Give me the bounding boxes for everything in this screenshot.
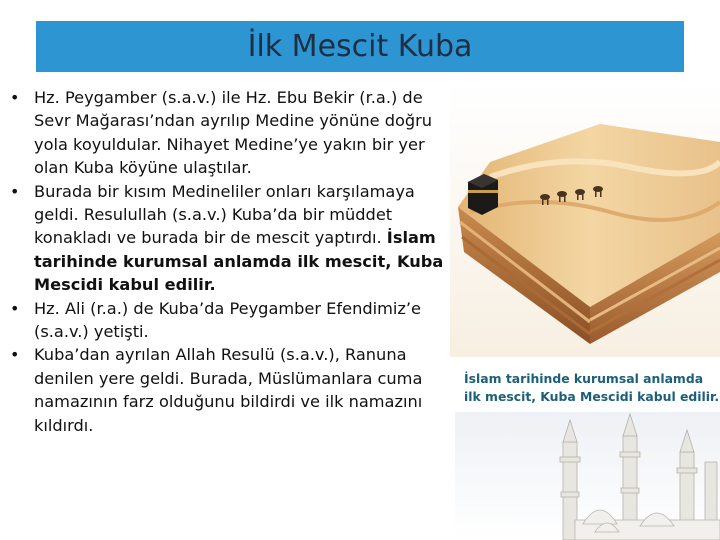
bullet-list-container [6,86,446,437]
image-caption [464,370,720,406]
caption-line: ilk mescit, Kuba Mescidi kabul edilir. [464,389,720,404]
slide-title: İlk Mescit Kuba [247,29,473,64]
bullet-item [6,180,446,297]
title-banner [36,21,684,72]
bullet-text: Hz. Peygamber (s.a.v.) ile Hz. Ebu Bekir (r.a.) de Sevr Mağarası’ndan ayrılıp Medine yönüne doğru yola koyuldular. Nihayet Medine’ye yakın bir yer olan Kuba köyüne ulaştılar. [34,88,433,178]
mosque-image [455,412,720,540]
bullet-text: Burada bir kısım Medineliler onları karşılamaya geldi. Resulullah (s.a.v.) Kuba’da bir müddet konakladı ve burada bir de mescit yaptırdı. [34,181,415,248]
bullet-item [6,343,446,437]
bullet-bold-text: İslam tarihinde kurumsal anlamda ilk mescit, Kuba Mescidi kabul edilir. [34,228,444,295]
bullet-item [6,297,446,344]
bullet-item [6,86,446,180]
desert-kaaba-image [450,82,720,357]
bullet-list [6,86,446,437]
bullet-text: Hz. Ali (r.a.) de Kuba’da Peygamber Efendimiz’e (s.a.v.) yetişti. [34,298,421,342]
bullet-text: Kuba’dan ayrılan Allah Resulü (s.a.v.), Ranuna denilen yere geldi. Burada, Müslümanlara cuma namazının farz olduğunu bildirdi ve ilk namazını kıldırdı. [34,345,423,435]
caption-line: İslam tarihinde kurumsal anlamda [464,371,704,386]
